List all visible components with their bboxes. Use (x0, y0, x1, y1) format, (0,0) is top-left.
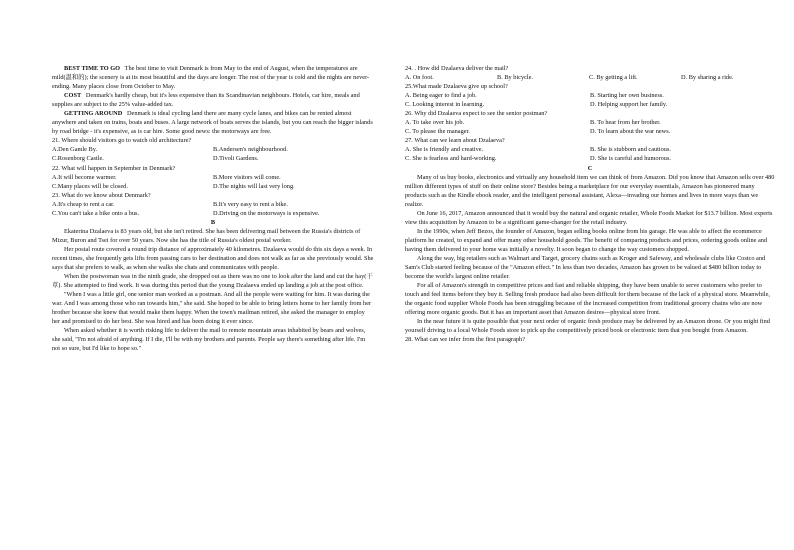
paragraph-getting-around (52, 109, 374, 136)
option[interactable]: B.Andersen's neighbourhood. (213, 146, 288, 154)
option[interactable]: D. To learn about the war news. (590, 128, 671, 136)
option[interactable]: D. Helping support her family. (590, 101, 668, 109)
passage-c-paragraph: Many of us buy books, electronics and virtually any household item we can think of from Amazon. Did you know that Amazon sells over 480 million different types of stuff on their online store? Besides being a marketplace for our everyday essentials, Amazon has pioneered many products such as the Kindle ebook reader, and the intelligent personal assistant, Alexa—invading our homes and lives in more ways than we realize. (405, 173, 775, 208)
option[interactable]: B. She is stubborn and cautious. (590, 146, 671, 154)
heading-getting-around: GETTING AROUND (64, 110, 123, 118)
passage-b-paragraph: Ekaterina Dzalaeva is 83 years old, but she isn't retired. She has been delivering mail between the Russia's districts of Mizur, Buron and Tsei for over 50 years. Now she has the title of Russia's oldest postal worker. (52, 227, 361, 244)
left-column (52, 64, 374, 354)
passage-b-paragraph: Her postal route covered a round trip distance of approximately 40 kilometres. Dzalaeva would do this six days a week. In recent times, she frequently gets lifts from passing cars to her destination and does not walk as far as she previously would. She says that she prefers to walk, as when she walks she chats and communicates with people. (52, 245, 374, 272)
passage-c-paragraph: On June 16, 2017, Amazon announced that it would buy the natural and organic retailer, Whole Foods Market for $13.7 billion. Most experts view this acquisition by Amazon to be a significant game-changer for the retail industry. (405, 209, 773, 226)
option[interactable]: C. Looking interest in learning. (405, 101, 485, 109)
section-c-heading: C (587, 164, 593, 172)
passage-c-paragraph: In the near future it is quite possible that your next order of organic fresh produce may be delivered by an Amazon drone. Or you might find yourself driving to a local Whole Foods store to pick up the competitively priced book or electronic item that you bought from Amazon. (405, 318, 770, 335)
option[interactable]: D.Tivoli Gardens. (213, 155, 259, 163)
q26-options-row1 (405, 118, 775, 127)
option[interactable]: C.Rosenborg Castle. (52, 155, 104, 163)
paragraph-best-time (52, 64, 374, 91)
question-21: 21. Where should visitors go to watch old architecture? (52, 137, 192, 145)
text-best-time: The best time to visit Denmark is from May to the end of August, when the temperatures are mild(温和的); the scenery is at its most beautiful and the days are longer. The rest of the year is cold and the nights are never-ending. Many places close from October to May. (52, 65, 370, 91)
option[interactable]: B. By bicycle. (497, 74, 534, 82)
q21-options-row1 (52, 145, 374, 154)
option[interactable]: A.It's cheap to rent a car. (52, 200, 115, 208)
question-28: 28. What can we infer from the first paragraph? (405, 336, 525, 344)
passage-b-paragraph: When asked whether it is worth risking life to deliver the mail to remote mountain areas inhabited by bears and wolves, she said, "I'm not afraid of anything. If I die, I'll be with my brothers and parents. People say there's something after life. I'm not so sure, but I'd like to hope so." (52, 327, 366, 353)
option[interactable]: A. To take over his job. (405, 119, 465, 127)
option[interactable]: B.It's very easy to rent a bike. (213, 200, 288, 208)
option[interactable]: C. She is fearless and hard-working. (405, 155, 497, 163)
option[interactable]: A. On foot. (405, 74, 434, 82)
question-27: 27. What can we learn about Dzalaeva? (405, 137, 505, 145)
q23-options-row1 (52, 200, 374, 209)
q26-options-row2 (405, 127, 775, 136)
paragraph-cost (52, 91, 374, 109)
option[interactable]: B. Starting her own business. (590, 92, 664, 100)
q25-options-row2 (405, 100, 775, 109)
option[interactable]: C.You can't take a bike onto a bus. (52, 209, 140, 217)
option[interactable]: B.More visitors will come. (213, 173, 281, 181)
q23-options-row2 (52, 209, 374, 218)
option[interactable]: A.It will become warmer. (52, 173, 117, 181)
q27-options-row2 (405, 154, 775, 163)
option[interactable]: A. Being eager to find a job. (405, 92, 477, 100)
passage-b-paragraph: When the postwoman was in the ninth grade, she dropped out as there was no one to look after the land and cut the hay(干草). She attempted to find work. It was during this period that the young Dzalaeva ended up landing a job at the post office. (52, 273, 373, 290)
q27-options-row1 (405, 145, 775, 154)
question-26: 26. Why did Dzalaeva expect to see the senior postman? (405, 110, 548, 118)
q22-options-row2 (52, 182, 374, 191)
option[interactable]: D.The nights will last very long. (213, 182, 295, 190)
text-cost: Denmark's hardly cheap, but it's less expensive than its Scandinavian neighbours. Hotels, car hire, meals and supplies are subject to the 25% value-added tax. (52, 92, 360, 109)
heading-best-time: BEST TIME TO GO (64, 65, 121, 72)
passage-c-paragraph: In the 1990s, when Jeff Bezos, the founder of Amazon, began selling books online from his garage. He was able to affect the ecommerce platform he created, to expand and offer many other household goods. The benefit of comparing products and prices, ordering goods online and having them delivered to your home was initially a novelty. It soon began to change the way customers shopped. (405, 227, 768, 253)
option[interactable]: C. To please the manager. (405, 128, 470, 136)
option[interactable]: D. She is careful and humorous. (590, 155, 671, 163)
passage-b-paragraph: "When I was a little girl, one senior man worked as a postman. And all the people were waiting for him. It was during the war. And I was among those who ran towards him," she said. She hoped to be able to bring letters home to her family from her brother because she knew that would make them happy. When the town's mailman retired, she asked the manager to employ her and promised to do her best. She was hired and has been doing it ever since. (52, 291, 372, 326)
passage-c-paragraph: For all of Amazon's strength in competitive prices and fast and reliable shipping, they have been unable to serve customers who prefer to touch and feel items before they buy it. Selling fresh produce had also been difficult for them because of the lack of a physical store. Meanwhile, the organic food supplier Whole Foods has been struggling because of the increased competition from traditional grocery chains who are now offering more organic goods. But it has an important asset that Amazon desires—physical store front. (405, 282, 770, 317)
option[interactable]: A. She is friendly and creative. (405, 146, 484, 154)
option[interactable]: D. By sharing a ride. (681, 74, 734, 82)
section-b-heading: B (210, 218, 216, 226)
option[interactable]: D.Driving on the motorways is expensive. (213, 209, 320, 217)
option[interactable]: C.Many places will be closed. (52, 182, 128, 190)
question-22: 22. What will happen in September in Denmark? (52, 164, 176, 172)
q21-options-row2 (52, 154, 374, 163)
question-23: 23. What do we know about Denmark? (52, 191, 151, 199)
option[interactable]: A.Den Gamle By. (52, 146, 98, 154)
q24-options (405, 73, 775, 82)
q25-options-row1 (405, 91, 775, 100)
text-getting-around: Denmark is ideal cycling land there are many cycle lanes, and bikes can be rented almost anywhere and taken on trains, boats and buses. A large network of boats serves the islands, but you can reach the bigger islands by road bridge - it's expensive, as is car hire. Some good news: the motorways are free. (52, 110, 373, 136)
right-column (405, 64, 775, 344)
option[interactable]: C. By getting a lift. (589, 74, 638, 82)
option[interactable]: B. To hear from her brother. (590, 119, 661, 127)
q22-options-row1 (52, 173, 374, 182)
passage-c-paragraph: Along the way, big retailers such as Walmart and Target, grocery chains such as Kroger and Safeway, and wholesale clubs like Costco and Sam's Club started feeling because of the "Amazon effect." In less than two decades, Amazon has grown to be valued at $480 billion today to become the world's largest online retailer. (405, 254, 766, 281)
heading-cost: COST (64, 92, 82, 100)
question-24: 24. . How did Dzalaeva deliver the mail? (405, 65, 509, 72)
question-25: 25.What made Dzalaeva give up school? (405, 83, 508, 91)
